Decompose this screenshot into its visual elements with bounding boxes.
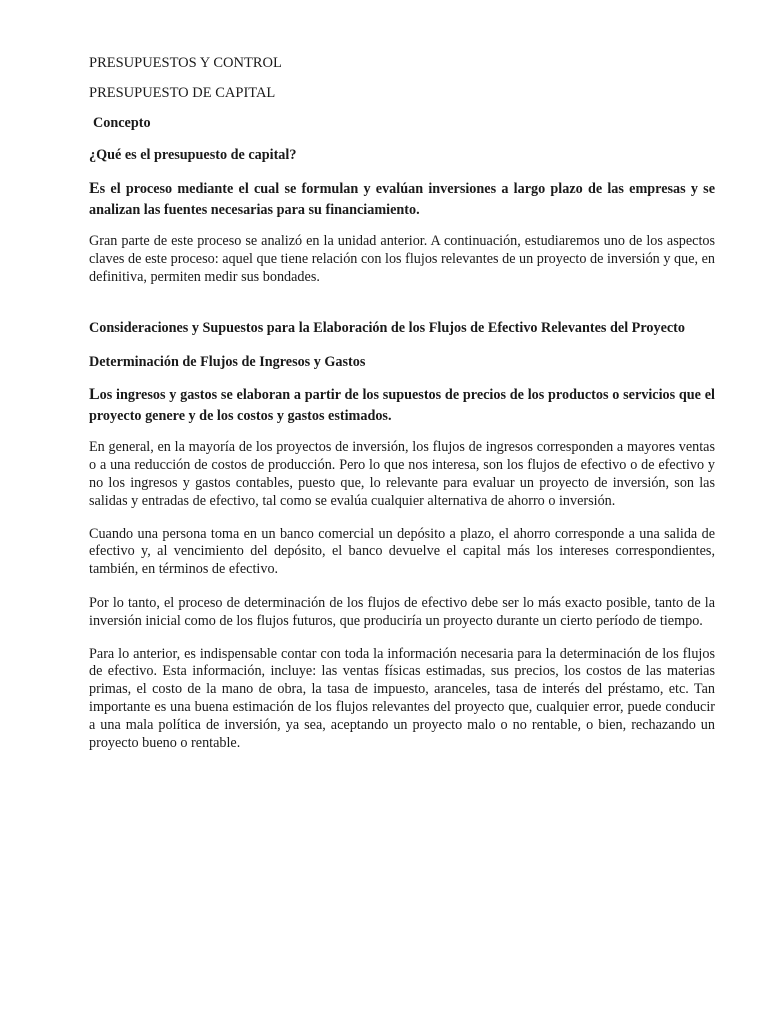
definition-text: s el proceso mediante el cual se formulan y evalúan inversiones a largo plazo de las empresas y se analizan las fuentes necesarias para su financiamiento.: [89, 181, 715, 218]
definition-paragraph: [89, 179, 715, 220]
section-heading: Consideraciones y Supuestos para la Elaboración de los Flujos de Efectivo Relevantes del Proyecto: [89, 320, 685, 337]
document-title: PRESUPUESTOS Y CONTROL: [89, 55, 282, 71]
body-paragraph-flujos: En general, en la mayoría de los proyectos de inversión, los flujos de ingresos corresponden a mayores ventas o a una reducción de costos de producción. Pero lo que nos interesa, son los flujos de efectivo o de efectivo y no los ingresos y gastos contables, puesto que, lo relevante para evaluar un proyecto de inversión, son las salidas y entradas de efectivo, tal como se evalúa cualquier alternativa de ahorro o inversión.: [89, 439, 715, 509]
intro-paragraph: Gran parte de este proceso se analizó en la unidad anterior. A continuación, estudiaremos uno de los aspectos claves de este proceso: aquel que tiene relación con los flujos relevantes de un proyecto de inversión y que, en definitiva, permiten medir sus bondades.: [89, 233, 715, 285]
document-subtitle: PRESUPUESTO DE CAPITAL: [89, 85, 276, 101]
definition-initial: E: [89, 180, 100, 197]
body-paragraph-deposito: Cuando una persona toma en un banco comercial un depósito a plazo, el ahorro corresponde a una salida de efectivo y, al vencimiento del depósito, el banco devuelve el capital más los intereses correspondientes, también, en términos de efectivo.: [89, 525, 715, 578]
body-paragraph-exactitud: Por lo tanto, el proceso de determinación de los flujos de efectivo debe ser lo más exacto posible, tanto de la inversión inicial como de los flujos futuros, que produciría un proyecto durante un cierto período de tiempo.: [89, 594, 715, 629]
ingresos-text: os ingresos y gastos se elaboran a partir de los supuestos de precios de los productos o servicios que el proyecto genere y de los costos y gastos estimados.: [89, 387, 715, 424]
ingresos-paragraph: [89, 385, 715, 426]
concept-heading: Concepto: [93, 115, 151, 131]
question-heading: ¿Qué es el presupuesto de capital?: [89, 147, 297, 163]
ingresos-initial: L: [89, 386, 100, 404]
document-page: [89, 54, 715, 752]
body-paragraph-informacion: Para lo anterior, es indispensable contar con toda la información necesaria para la determinación de los flujos de efectivo. Esta información, incluye: las ventas físicas estimadas, sus precios, los costos de las materias primas, el costo de la mano de obra, la tasa de impuesto, aranceles, tasa de interés del préstamo, etc. Tan importante es una buena estimación de los flujos relevantes del proyecto que, cualquier error, puede conducir a una mala política de inversión, ya sea, aceptando un proyecto malo o no rentable, o bien, rechazando un proyecto bueno o rentable.: [89, 645, 715, 751]
subsection-heading: Determinación de Flujos de Ingresos y Gastos: [89, 354, 366, 371]
